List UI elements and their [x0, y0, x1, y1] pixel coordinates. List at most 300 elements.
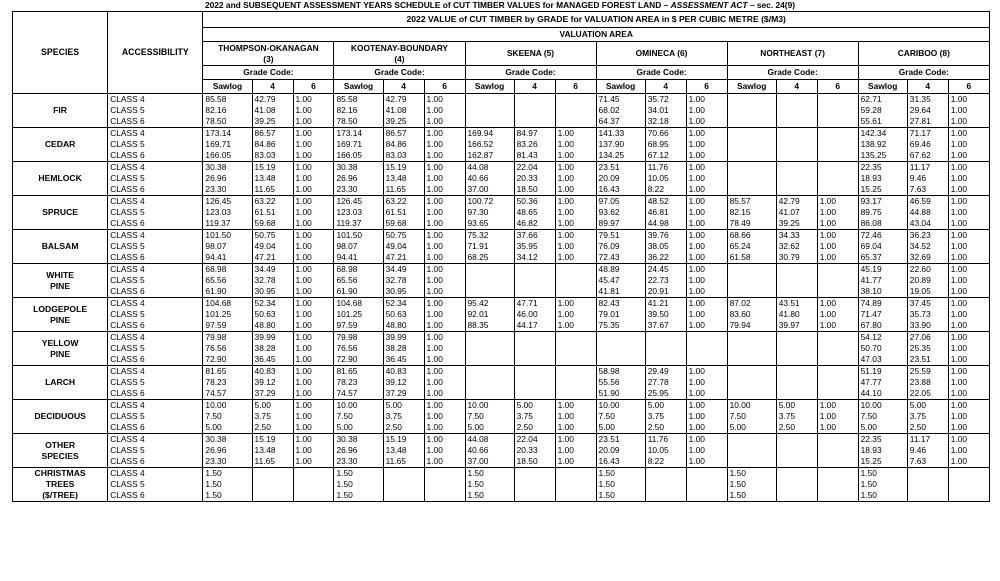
value-cell: 1.50 — [465, 468, 514, 480]
value-cell — [383, 490, 424, 502]
value-cell: 1.00 — [948, 105, 989, 116]
value-cell: 83.03 — [383, 150, 424, 162]
accessibility-class: CLASS 4 — [108, 332, 203, 344]
value-cell: 1.00 — [948, 456, 989, 468]
grade-column-header: 4 — [776, 80, 817, 94]
value-cell: 2.50 — [776, 422, 817, 434]
value-cell: 38.28 — [383, 343, 424, 354]
value-cell: 1.00 — [555, 139, 596, 150]
value-cell: 1.00 — [293, 230, 334, 242]
value-cell: 45.47 — [596, 275, 645, 286]
value-cell: 89.75 — [858, 207, 907, 218]
table-row — [13, 230, 990, 242]
value-cell: 47.21 — [252, 252, 293, 264]
value-cell — [776, 264, 817, 276]
table-row — [13, 218, 990, 230]
value-cell: 1.00 — [817, 422, 858, 434]
value-cell: 22.04 — [514, 434, 555, 446]
value-cell: 78.49 — [727, 218, 776, 230]
value-cell: 119.37 — [203, 218, 252, 230]
value-cell: 1.00 — [293, 94, 334, 106]
table-row — [13, 286, 990, 298]
value-cell: 1.00 — [948, 400, 989, 412]
accessibility-class: CLASS 4 — [108, 400, 203, 412]
value-cell — [948, 479, 989, 490]
value-cell: 1.00 — [424, 105, 465, 116]
table-row — [13, 173, 990, 184]
value-cell: 9.46 — [907, 173, 948, 184]
value-cell — [424, 468, 465, 480]
value-cell — [727, 116, 776, 128]
value-cell: 1.00 — [293, 128, 334, 140]
grade-column-header: 6 — [424, 80, 465, 94]
value-cell: 13.48 — [383, 173, 424, 184]
value-cell: 46.00 — [514, 309, 555, 320]
value-cell: 1.00 — [293, 184, 334, 196]
table-row — [13, 162, 990, 174]
value-cell: 41.81 — [596, 286, 645, 298]
value-cell: 37.29 — [383, 388, 424, 400]
value-cell: 1.00 — [686, 184, 727, 196]
value-cell — [776, 94, 817, 106]
accessibility-class: CLASS 6 — [108, 422, 203, 434]
value-cell: 11.65 — [252, 184, 293, 196]
table-row — [13, 377, 990, 388]
value-cell: 36.22 — [645, 252, 686, 264]
value-cell: 1.00 — [948, 320, 989, 332]
value-cell: 1.50 — [334, 490, 383, 502]
value-cell: 13.48 — [252, 445, 293, 456]
value-cell — [727, 354, 776, 366]
value-cell — [555, 264, 596, 276]
value-cell — [817, 150, 858, 162]
value-cell: 18.93 — [858, 173, 907, 184]
value-cell: 1.00 — [555, 456, 596, 468]
value-cell — [727, 445, 776, 456]
value-cell: 2.50 — [252, 422, 293, 434]
accessibility-class: CLASS 4 — [108, 162, 203, 174]
value-cell: 11.65 — [252, 456, 293, 468]
table-row — [13, 264, 990, 276]
value-cell: 1.00 — [948, 116, 989, 128]
region-name: OMINECA (6) — [635, 48, 688, 58]
value-cell: 1.50 — [203, 479, 252, 490]
value-cell: 86.08 — [858, 218, 907, 230]
value-cell: 26.96 — [334, 173, 383, 184]
value-cell: 1.00 — [293, 411, 334, 422]
species-name-line: PINE — [50, 280, 71, 291]
accessibility-class: CLASS 4 — [108, 196, 203, 208]
value-cell: 1.00 — [948, 139, 989, 150]
value-cell: 1.50 — [858, 490, 907, 502]
value-cell — [817, 162, 858, 174]
value-cell: 1.00 — [948, 377, 989, 388]
grade-column-header: Sawlog — [334, 80, 383, 94]
value-cell: 5.00 — [334, 422, 383, 434]
value-cell: 7.50 — [858, 411, 907, 422]
value-cell: 1.00 — [293, 298, 334, 310]
value-cell: 1.50 — [727, 468, 776, 480]
value-cell: 30.38 — [334, 434, 383, 446]
value-cell — [383, 479, 424, 490]
value-cell: 23.51 — [596, 162, 645, 174]
table-row — [13, 343, 990, 354]
value-cell — [727, 139, 776, 150]
value-cell: 1.00 — [424, 332, 465, 344]
value-cell: 5.00 — [465, 422, 514, 434]
value-cell: 35.73 — [907, 309, 948, 320]
value-cell: 2.50 — [383, 422, 424, 434]
value-cell: 137.90 — [596, 139, 645, 150]
value-cell — [555, 366, 596, 378]
value-cell: 38.05 — [645, 241, 686, 252]
value-cell: 25.95 — [645, 388, 686, 400]
value-cell: 1.00 — [817, 320, 858, 332]
value-cell — [776, 128, 817, 140]
value-cell: 44.08 — [465, 162, 514, 174]
value-cell — [776, 366, 817, 378]
value-cell — [555, 286, 596, 298]
value-cell — [424, 490, 465, 502]
value-cell: 54.12 — [858, 332, 907, 344]
value-cell — [776, 479, 817, 490]
value-cell: 69.04 — [858, 241, 907, 252]
value-cell: 1.00 — [293, 105, 334, 116]
value-cell: 32.62 — [776, 241, 817, 252]
table-row — [13, 479, 990, 490]
species-name — [13, 196, 108, 230]
value-cell: 72.43 — [596, 252, 645, 264]
table-row — [13, 241, 990, 252]
value-cell: 123.03 — [203, 207, 252, 218]
species-name-line: CHRISTMAS — [34, 468, 86, 478]
accessibility-class: CLASS 5 — [108, 105, 203, 116]
value-cell — [596, 354, 645, 366]
species-name — [13, 468, 108, 502]
value-cell — [686, 332, 727, 344]
value-cell — [465, 116, 514, 128]
value-cell: 98.07 — [334, 241, 383, 252]
value-cell: 74.89 — [858, 298, 907, 310]
value-cell: 1.00 — [686, 264, 727, 276]
value-cell — [727, 275, 776, 286]
value-cell — [252, 479, 293, 490]
accessibility-class: CLASS 5 — [108, 241, 203, 252]
value-cell: 78.50 — [203, 116, 252, 128]
value-cell — [776, 184, 817, 196]
value-cell: 1.00 — [948, 241, 989, 252]
value-cell: 44.98 — [645, 218, 686, 230]
value-cell: 52.34 — [383, 298, 424, 310]
value-cell — [555, 468, 596, 480]
value-cell: 169.71 — [203, 139, 252, 150]
value-cell: 13.48 — [252, 173, 293, 184]
value-cell: 162.87 — [465, 150, 514, 162]
value-cell: 48.52 — [645, 196, 686, 208]
value-cell: 89.97 — [596, 218, 645, 230]
value-cell: 1.00 — [424, 445, 465, 456]
value-cell — [817, 343, 858, 354]
value-cell: 1.00 — [948, 264, 989, 276]
value-cell: 82.43 — [596, 298, 645, 310]
value-cell — [727, 377, 776, 388]
value-cell: 22.04 — [514, 162, 555, 174]
value-cell: 42.79 — [776, 196, 817, 208]
value-cell: 75.32 — [465, 230, 514, 242]
value-cell: 39.99 — [252, 332, 293, 344]
value-cell — [596, 343, 645, 354]
value-cell — [776, 139, 817, 150]
value-cell — [686, 343, 727, 354]
value-cell: 1.00 — [424, 388, 465, 400]
value-cell: 20.09 — [596, 173, 645, 184]
value-cell: 1.00 — [424, 377, 465, 388]
value-cell: 92.01 — [465, 309, 514, 320]
title-suffix: – sec. 24(9) — [747, 0, 796, 10]
value-cell: 37.00 — [465, 184, 514, 196]
value-cell: 1.00 — [424, 241, 465, 252]
value-cell: 64.37 — [596, 116, 645, 128]
value-cell: 20.09 — [596, 445, 645, 456]
value-cell: 61.58 — [727, 252, 776, 264]
species-name-line: PINE — [50, 314, 71, 325]
value-cell: 32.78 — [383, 275, 424, 286]
value-cell: 11.76 — [645, 162, 686, 174]
value-cell — [776, 354, 817, 366]
region-header — [203, 42, 334, 66]
value-cell — [555, 332, 596, 344]
value-cell: 1.00 — [686, 309, 727, 320]
value-cell: 39.76 — [645, 230, 686, 242]
value-cell: 15.19 — [252, 434, 293, 446]
species-column-header: SPECIES — [13, 12, 108, 94]
value-cell: 1.00 — [817, 252, 858, 264]
value-cell: 20.91 — [645, 286, 686, 298]
grade-column-header: 4 — [907, 80, 948, 94]
species-name-line: FIR — [53, 105, 68, 115]
value-cell: 1.00 — [424, 94, 465, 106]
value-cell — [727, 286, 776, 298]
value-cell: 1.00 — [686, 275, 727, 286]
value-cell: 35.72 — [645, 94, 686, 106]
value-cell — [776, 445, 817, 456]
value-cell — [686, 354, 727, 366]
value-cell: 1.00 — [424, 354, 465, 366]
value-cell: 49.04 — [383, 241, 424, 252]
value-cell: 101.25 — [203, 309, 252, 320]
accessibility-class: CLASS 6 — [108, 456, 203, 468]
table-row — [13, 400, 990, 412]
value-cell: 3.75 — [645, 411, 686, 422]
table-row — [13, 468, 990, 480]
value-cell: 1.00 — [948, 173, 989, 184]
value-cell: 67.80 — [858, 320, 907, 332]
value-cell: 1.00 — [424, 139, 465, 150]
value-cell: 1.00 — [948, 434, 989, 446]
value-cell — [514, 354, 555, 366]
value-cell: 79.98 — [203, 332, 252, 344]
value-cell: 1.00 — [686, 445, 727, 456]
region-header — [465, 42, 596, 66]
grade-code-label: Grade Code: — [203, 66, 334, 80]
value-cell: 1.00 — [293, 241, 334, 252]
grade-column-header: 6 — [686, 80, 727, 94]
value-cell: 5.00 — [252, 400, 293, 412]
value-cell: 101.50 — [334, 230, 383, 242]
value-cell — [514, 105, 555, 116]
value-cell: 24.45 — [645, 264, 686, 276]
value-cell: 22.73 — [645, 275, 686, 286]
value-cell: 1.00 — [686, 241, 727, 252]
value-cell: 68.25 — [465, 252, 514, 264]
value-cell: 1.00 — [686, 207, 727, 218]
accessibility-class: CLASS 6 — [108, 354, 203, 366]
value-cell — [727, 105, 776, 116]
value-cell: 34.33 — [776, 230, 817, 242]
value-cell — [252, 490, 293, 502]
region-header — [334, 42, 465, 66]
value-cell: 74.57 — [334, 388, 383, 400]
region-name: SKEENA (5) — [506, 48, 555, 58]
accessibility-class: CLASS 4 — [108, 264, 203, 276]
value-cell: 71.17 — [907, 128, 948, 140]
value-cell — [727, 150, 776, 162]
value-cell: 97.05 — [596, 196, 645, 208]
value-cell — [555, 105, 596, 116]
value-cell: 27.81 — [907, 116, 948, 128]
value-cell — [686, 468, 727, 480]
accessibility-class: CLASS 5 — [108, 309, 203, 320]
value-cell: 1.50 — [596, 490, 645, 502]
value-cell — [817, 377, 858, 388]
grade-column-header: 6 — [293, 80, 334, 94]
value-cell — [727, 343, 776, 354]
value-cell: 1.00 — [293, 173, 334, 184]
value-cell — [555, 116, 596, 128]
value-cell — [555, 275, 596, 286]
value-cell: 86.57 — [383, 128, 424, 140]
value-cell: 68.66 — [727, 230, 776, 242]
value-cell: 61.51 — [252, 207, 293, 218]
value-cell — [514, 490, 555, 502]
value-cell: 1.00 — [555, 218, 596, 230]
species-name — [13, 400, 108, 434]
value-cell: 93.62 — [596, 207, 645, 218]
value-cell: 62.71 — [858, 94, 907, 106]
grade-column-header: 6 — [555, 80, 596, 94]
value-cell: 13.48 — [383, 445, 424, 456]
region-name: KOOTENAY-BOUNDARY — [350, 42, 449, 53]
value-cell: 1.50 — [596, 479, 645, 490]
value-cell: 20.89 — [907, 275, 948, 286]
value-cell — [776, 173, 817, 184]
value-cell: 2.50 — [645, 422, 686, 434]
value-cell — [727, 128, 776, 140]
value-cell: 1.00 — [686, 105, 727, 116]
value-cell: 95.42 — [465, 298, 514, 310]
species-name — [13, 162, 108, 196]
value-cell: 34.49 — [383, 264, 424, 276]
value-cell: 67.62 — [907, 150, 948, 162]
value-cell: 40.83 — [383, 366, 424, 378]
value-cell: 76.09 — [596, 241, 645, 252]
value-cell: 1.00 — [424, 252, 465, 264]
value-cell: 1.00 — [686, 139, 727, 150]
species-name-line: SPRUCE — [42, 207, 79, 217]
value-cell: 63.22 — [252, 196, 293, 208]
value-cell: 44.88 — [907, 207, 948, 218]
value-cell: 43.51 — [776, 298, 817, 310]
value-cell — [776, 162, 817, 174]
value-cell: 48.65 — [514, 207, 555, 218]
value-cell: 65.56 — [334, 275, 383, 286]
table-row — [13, 298, 990, 310]
value-cell: 79.01 — [596, 309, 645, 320]
value-cell: 23.88 — [907, 377, 948, 388]
value-cell: 55.56 — [596, 377, 645, 388]
value-cell: 41.77 — [858, 275, 907, 286]
value-cell: 72.46 — [858, 230, 907, 242]
value-cell — [776, 343, 817, 354]
value-cell — [514, 116, 555, 128]
accessibility-class: CLASS 6 — [108, 252, 203, 264]
value-cell: 26.96 — [334, 445, 383, 456]
value-cell — [817, 468, 858, 480]
grade-column-header: 4 — [252, 80, 293, 94]
value-cell: 72.90 — [334, 354, 383, 366]
value-cell: 1.00 — [293, 343, 334, 354]
value-cell: 63.22 — [383, 196, 424, 208]
value-cell: 5.00 — [596, 422, 645, 434]
value-cell: 1.00 — [817, 400, 858, 412]
grade-code-label: Grade Code: — [334, 66, 465, 80]
value-cell: 8.22 — [645, 456, 686, 468]
value-cell: 1.00 — [948, 128, 989, 140]
value-cell: 1.00 — [686, 388, 727, 400]
value-cell: 65.37 — [858, 252, 907, 264]
grade-column-header: Sawlog — [858, 80, 907, 94]
value-cell: 1.00 — [555, 445, 596, 456]
table-row — [13, 207, 990, 218]
accessibility-class: CLASS 4 — [108, 468, 203, 480]
value-cell: 1.00 — [686, 162, 727, 174]
value-cell: 83.26 — [514, 139, 555, 150]
value-cell: 42.79 — [383, 94, 424, 106]
species-name — [13, 94, 108, 128]
value-cell — [424, 479, 465, 490]
value-cell — [907, 490, 948, 502]
value-cell: 46.81 — [645, 207, 686, 218]
value-cell: 37.67 — [645, 320, 686, 332]
grade-code-label: Grade Code: — [858, 66, 989, 80]
value-cell: 44.10 — [858, 388, 907, 400]
grade-code-label: Grade Code: — [465, 66, 596, 80]
value-cell — [514, 264, 555, 276]
value-cell: 142.34 — [858, 128, 907, 140]
value-cell: 1.00 — [555, 241, 596, 252]
region-header — [858, 42, 989, 66]
value-cell: 76.56 — [203, 343, 252, 354]
table-row — [13, 94, 990, 106]
value-cell: 1.00 — [948, 252, 989, 264]
value-cell: 1.00 — [948, 162, 989, 174]
table-row — [13, 150, 990, 162]
grade-column-header: 4 — [383, 80, 424, 94]
value-cell: 61.90 — [203, 286, 252, 298]
valuation-area-header: VALUATION AREA — [203, 28, 990, 42]
value-cell: 1.00 — [424, 343, 465, 354]
value-cell — [465, 354, 514, 366]
